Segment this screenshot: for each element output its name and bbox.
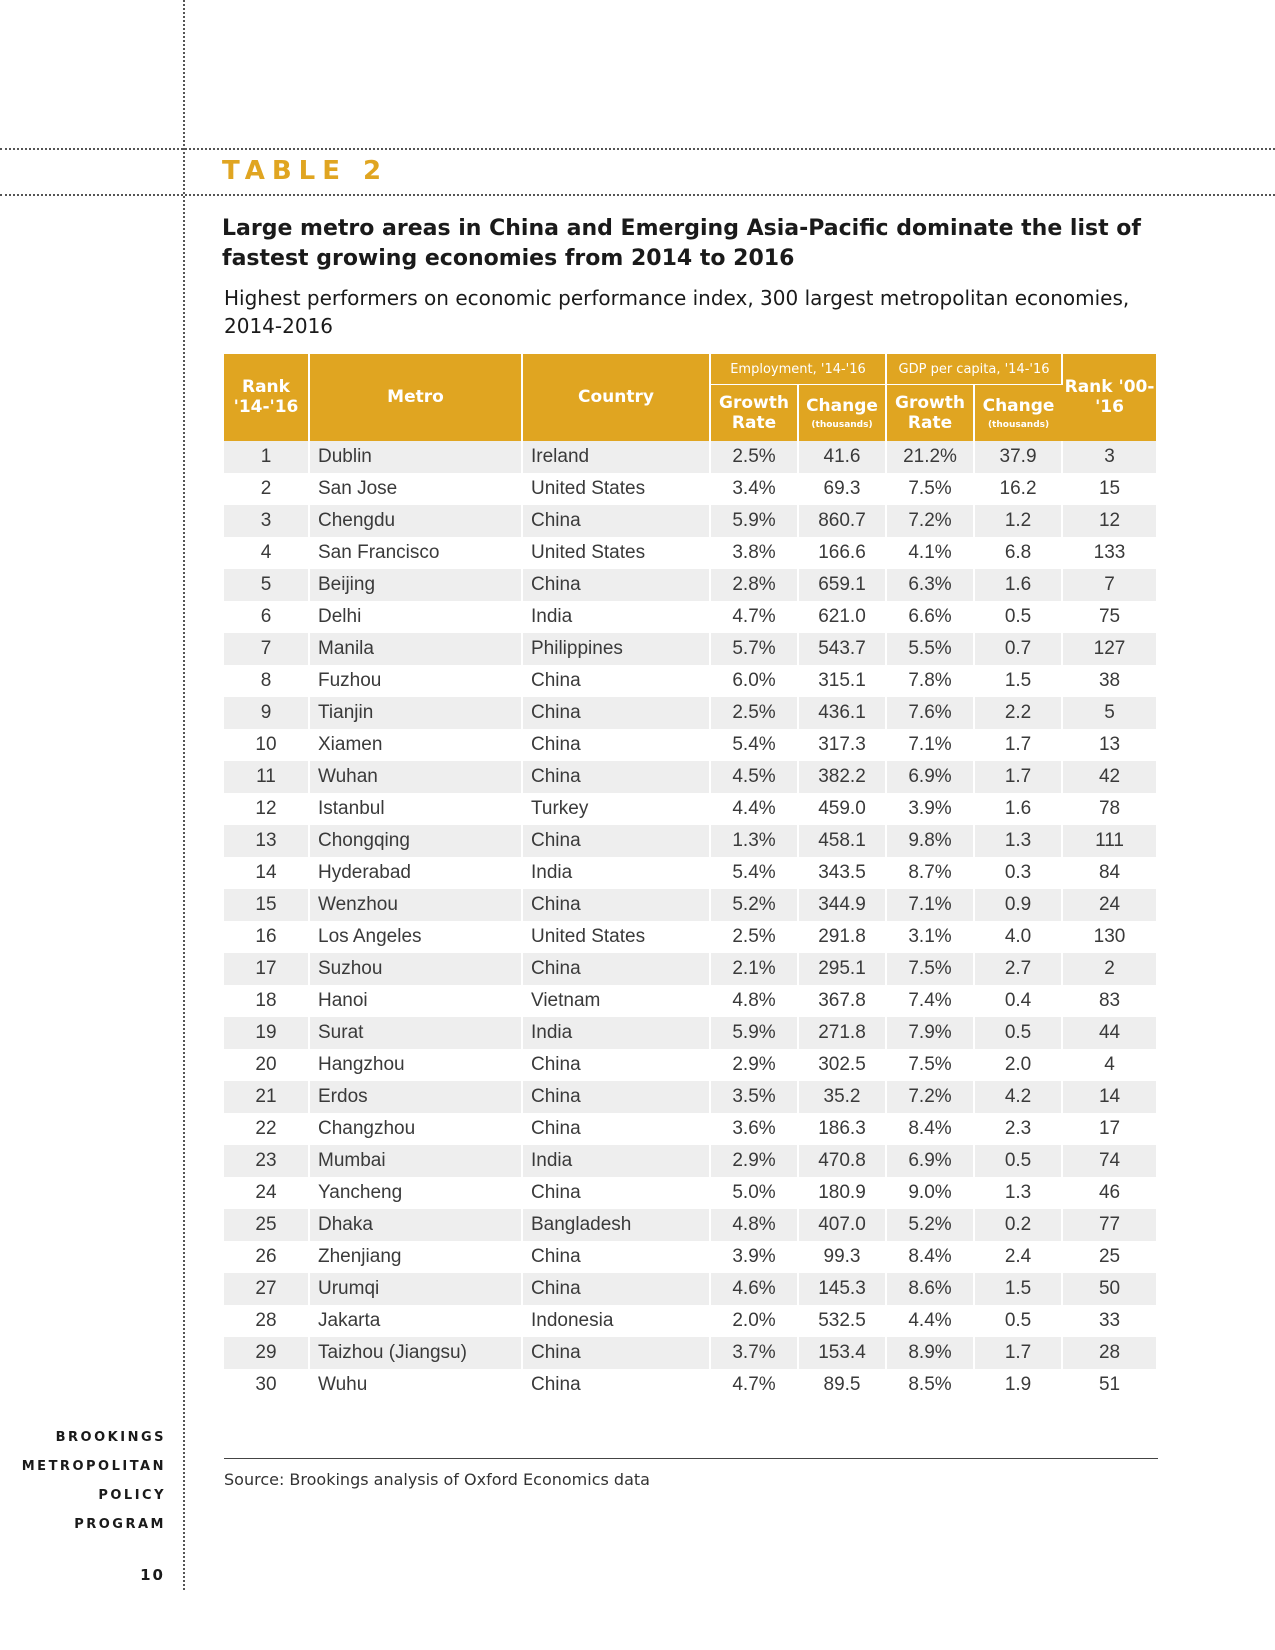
cell-employment-growth: 3.4%	[710, 473, 798, 505]
table-label: TABLE 2	[222, 156, 389, 186]
cell-gdp-change: 1.7	[974, 1337, 1062, 1369]
cell-gdp-change: 6.8	[974, 537, 1062, 569]
cell-employment-change: 543.7	[798, 633, 886, 665]
table-row	[224, 825, 1156, 857]
cell-gdp-change: 1.5	[974, 665, 1062, 697]
cell-country: Indonesia	[522, 1305, 710, 1337]
cell-employment-growth: 5.7%	[710, 633, 798, 665]
header-gdp-group: GDP per capita, '14-'16	[886, 354, 1062, 385]
cell-metro: Chongqing	[309, 825, 522, 857]
sidebar-program-name	[22, 1423, 166, 1539]
header-country: Country	[522, 354, 710, 441]
cell-rank-14-16: 22	[224, 1113, 309, 1145]
cell-gdp-change: 4.0	[974, 921, 1062, 953]
table-row	[224, 441, 1156, 473]
cell-gdp-change: 0.5	[974, 601, 1062, 633]
cell-employment-change: 407.0	[798, 1209, 886, 1241]
cell-metro: Zhenjiang	[309, 1241, 522, 1273]
cell-country: United States	[522, 537, 710, 569]
cell-metro: Yancheng	[309, 1177, 522, 1209]
cell-gdp-change: 16.2	[974, 473, 1062, 505]
cell-rank-14-16: 1	[224, 441, 309, 473]
header-employment-growth-rate: Growth Rate	[710, 385, 798, 441]
cell-gdp-growth: 7.4%	[886, 985, 974, 1017]
cell-employment-growth: 3.7%	[710, 1337, 798, 1369]
cell-metro: Tianjin	[309, 697, 522, 729]
cell-employment-growth: 1.3%	[710, 825, 798, 857]
cell-employment-growth: 2.9%	[710, 1145, 798, 1177]
cell-rank-00-16: 7	[1062, 569, 1156, 601]
cell-gdp-growth: 7.1%	[886, 889, 974, 921]
cell-employment-change: 532.5	[798, 1305, 886, 1337]
cell-employment-change: 860.7	[798, 505, 886, 537]
cell-rank-00-16: 14	[1062, 1081, 1156, 1113]
cell-gdp-change: 0.2	[974, 1209, 1062, 1241]
sidebar-line: METROPOLITAN	[21, 1459, 166, 1474]
cell-rank-00-16: 83	[1062, 985, 1156, 1017]
cell-gdp-growth: 6.9%	[886, 1145, 974, 1177]
cell-employment-change: 621.0	[798, 601, 886, 633]
table-row	[224, 1305, 1156, 1337]
cell-country: China	[522, 665, 710, 697]
cell-rank-14-16: 29	[224, 1337, 309, 1369]
cell-rank-00-16: 84	[1062, 857, 1156, 889]
source-note: Source: Brookings analysis of Oxford Economics data	[224, 1470, 650, 1489]
table-row	[224, 985, 1156, 1017]
cell-country: United States	[522, 921, 710, 953]
cell-employment-growth: 2.0%	[710, 1305, 798, 1337]
cell-gdp-growth: 8.6%	[886, 1273, 974, 1305]
cell-gdp-change: 2.3	[974, 1113, 1062, 1145]
cell-gdp-growth: 4.4%	[886, 1305, 974, 1337]
cell-gdp-growth: 4.1%	[886, 537, 974, 569]
cell-employment-change: 35.2	[798, 1081, 886, 1113]
cell-employment-change: 344.9	[798, 889, 886, 921]
cell-employment-growth: 5.4%	[710, 857, 798, 889]
cell-rank-14-16: 6	[224, 601, 309, 633]
cell-gdp-change: 0.5	[974, 1305, 1062, 1337]
cell-gdp-change: 2.4	[974, 1241, 1062, 1273]
cell-rank-14-16: 2	[224, 473, 309, 505]
cell-country: Vietnam	[522, 985, 710, 1017]
cell-gdp-growth: 7.2%	[886, 1081, 974, 1113]
cell-metro: Mumbai	[309, 1145, 522, 1177]
header-rank-00-16: Rank '00-'16	[1062, 354, 1156, 441]
cell-metro: Jakarta	[309, 1305, 522, 1337]
cell-gdp-growth: 8.7%	[886, 857, 974, 889]
header-gdp-growth-rate: Growth Rate	[886, 385, 974, 441]
cell-rank-14-16: 15	[224, 889, 309, 921]
cell-rank-00-16: 5	[1062, 697, 1156, 729]
cell-gdp-change: 0.9	[974, 889, 1062, 921]
cell-metro: Fuzhou	[309, 665, 522, 697]
second-dotted-rule	[0, 194, 1275, 196]
cell-employment-growth: 4.7%	[710, 1369, 798, 1401]
cell-country: United States	[522, 473, 710, 505]
cell-employment-growth: 2.5%	[710, 697, 798, 729]
cell-rank-00-16: 74	[1062, 1145, 1156, 1177]
table-subtitle: Highest performers on economic performance index, 300 largest metropolitan economies, 2014-2016	[224, 286, 1130, 338]
cell-rank-00-16: 38	[1062, 665, 1156, 697]
cell-employment-change: 166.6	[798, 537, 886, 569]
cell-rank-14-16: 23	[224, 1145, 309, 1177]
cell-gdp-change: 0.3	[974, 857, 1062, 889]
cell-employment-growth: 6.0%	[710, 665, 798, 697]
cell-rank-14-16: 10	[224, 729, 309, 761]
cell-gdp-growth: 7.5%	[886, 473, 974, 505]
cell-metro: Dublin	[309, 441, 522, 473]
cell-gdp-growth: 7.2%	[886, 505, 974, 537]
cell-rank-00-16: 51	[1062, 1369, 1156, 1401]
table-row	[224, 793, 1156, 825]
cell-country: Turkey	[522, 793, 710, 825]
cell-country: India	[522, 857, 710, 889]
cell-rank-00-16: 77	[1062, 1209, 1156, 1241]
cell-country: China	[522, 1177, 710, 1209]
cell-employment-change: 315.1	[798, 665, 886, 697]
cell-employment-growth: 4.4%	[710, 793, 798, 825]
cell-employment-growth: 2.1%	[710, 953, 798, 985]
cell-metro: Surat	[309, 1017, 522, 1049]
cell-country: China	[522, 761, 710, 793]
cell-metro: Xiamen	[309, 729, 522, 761]
cell-rank-14-16: 25	[224, 1209, 309, 1241]
cell-country: China	[522, 1337, 710, 1369]
cell-employment-growth: 3.9%	[710, 1241, 798, 1273]
cell-employment-change: 99.3	[798, 1241, 886, 1273]
cell-country: Philippines	[522, 633, 710, 665]
table-row	[224, 601, 1156, 633]
cell-rank-14-16: 5	[224, 569, 309, 601]
cell-rank-14-16: 9	[224, 697, 309, 729]
cell-employment-growth: 5.9%	[710, 1017, 798, 1049]
cell-gdp-growth: 8.4%	[886, 1241, 974, 1273]
table-row	[224, 761, 1156, 793]
cell-metro: Wenzhou	[309, 889, 522, 921]
cell-country: China	[522, 1049, 710, 1081]
cell-employment-growth: 5.2%	[710, 889, 798, 921]
cell-country: China	[522, 697, 710, 729]
cell-metro: Suzhou	[309, 953, 522, 985]
cell-gdp-growth: 7.6%	[886, 697, 974, 729]
cell-gdp-growth: 7.5%	[886, 953, 974, 985]
cell-rank-00-16: 127	[1062, 633, 1156, 665]
cell-rank-14-16: 11	[224, 761, 309, 793]
cell-country: China	[522, 569, 710, 601]
cell-gdp-change: 1.9	[974, 1369, 1062, 1401]
cell-employment-change: 317.3	[798, 729, 886, 761]
cell-country: Ireland	[522, 441, 710, 473]
cell-metro: Delhi	[309, 601, 522, 633]
table-row	[224, 953, 1156, 985]
metro-performance-table	[224, 354, 1156, 1401]
cell-rank-00-16: 3	[1062, 441, 1156, 473]
cell-rank-14-16: 26	[224, 1241, 309, 1273]
cell-rank-00-16: 42	[1062, 761, 1156, 793]
header-employment-group: Employment, '14-'16	[710, 354, 886, 385]
cell-employment-change: 291.8	[798, 921, 886, 953]
cell-rank-00-16: 17	[1062, 1113, 1156, 1145]
cell-country: India	[522, 1145, 710, 1177]
cell-employment-change: 659.1	[798, 569, 886, 601]
cell-employment-change: 145.3	[798, 1273, 886, 1305]
cell-country: China	[522, 1081, 710, 1113]
cell-metro: Wuhu	[309, 1369, 522, 1401]
table-row	[224, 889, 1156, 921]
cell-employment-growth: 5.4%	[710, 729, 798, 761]
cell-gdp-change: 4.2	[974, 1081, 1062, 1113]
cell-metro: Erdos	[309, 1081, 522, 1113]
sidebar-line: BROOKINGS	[55, 1430, 166, 1445]
cell-employment-change: 436.1	[798, 697, 886, 729]
top-dotted-rule	[0, 148, 1275, 150]
table-row	[224, 857, 1156, 889]
cell-gdp-change: 2.7	[974, 953, 1062, 985]
cell-rank-14-16: 8	[224, 665, 309, 697]
cell-metro: Hangzhou	[309, 1049, 522, 1081]
table-row	[224, 1081, 1156, 1113]
cell-rank-14-16: 30	[224, 1369, 309, 1401]
cell-country: China	[522, 1273, 710, 1305]
cell-country: China	[522, 505, 710, 537]
cell-metro: Istanbul	[309, 793, 522, 825]
header-metro: Metro	[309, 354, 522, 441]
cell-gdp-change: 1.5	[974, 1273, 1062, 1305]
cell-employment-change: 302.5	[798, 1049, 886, 1081]
table-row	[224, 473, 1156, 505]
cell-employment-growth: 3.5%	[710, 1081, 798, 1113]
cell-rank-00-16: 13	[1062, 729, 1156, 761]
cell-rank-00-16: 111	[1062, 825, 1156, 857]
cell-employment-growth: 4.8%	[710, 1209, 798, 1241]
cell-gdp-growth: 6.9%	[886, 761, 974, 793]
cell-metro: Manila	[309, 633, 522, 665]
cell-employment-change: 367.8	[798, 985, 886, 1017]
table-row	[224, 697, 1156, 729]
cell-rank-00-16: 33	[1062, 1305, 1156, 1337]
cell-country: China	[522, 1241, 710, 1273]
cell-gdp-growth: 6.6%	[886, 601, 974, 633]
cell-gdp-change: 2.0	[974, 1049, 1062, 1081]
cell-metro: Beijing	[309, 569, 522, 601]
cell-employment-change: 186.3	[798, 1113, 886, 1145]
cell-rank-14-16: 24	[224, 1177, 309, 1209]
cell-rank-14-16: 27	[224, 1273, 309, 1305]
cell-employment-growth: 2.5%	[710, 441, 798, 473]
cell-rank-00-16: 46	[1062, 1177, 1156, 1209]
cell-gdp-growth: 5.5%	[886, 633, 974, 665]
table-row	[224, 1017, 1156, 1049]
cell-gdp-change: 0.4	[974, 985, 1062, 1017]
cell-rank-00-16: 24	[1062, 889, 1156, 921]
cell-employment-change: 459.0	[798, 793, 886, 825]
table-row	[224, 1145, 1156, 1177]
cell-rank-00-16: 44	[1062, 1017, 1156, 1049]
cell-gdp-growth: 3.9%	[886, 793, 974, 825]
cell-country: India	[522, 1017, 710, 1049]
cell-rank-00-16: 25	[1062, 1241, 1156, 1273]
table-row	[224, 1273, 1156, 1305]
cell-country: Bangladesh	[522, 1209, 710, 1241]
cell-employment-growth: 2.9%	[710, 1049, 798, 1081]
cell-gdp-change: 1.6	[974, 793, 1062, 825]
cell-rank-00-16: 50	[1062, 1273, 1156, 1305]
cell-metro: Chengdu	[309, 505, 522, 537]
cell-metro: San Jose	[309, 473, 522, 505]
cell-employment-growth: 5.9%	[710, 505, 798, 537]
sidebar-line: POLICY	[98, 1488, 166, 1503]
table-row	[224, 921, 1156, 953]
cell-employment-growth: 4.5%	[710, 761, 798, 793]
cell-gdp-growth: 5.2%	[886, 1209, 974, 1241]
cell-rank-14-16: 19	[224, 1017, 309, 1049]
cell-metro: Changzhou	[309, 1113, 522, 1145]
cell-gdp-growth: 9.8%	[886, 825, 974, 857]
cell-rank-14-16: 20	[224, 1049, 309, 1081]
cell-metro: Dhaka	[309, 1209, 522, 1241]
cell-rank-14-16: 14	[224, 857, 309, 889]
cell-gdp-change: 1.3	[974, 1177, 1062, 1209]
cell-rank-14-16: 16	[224, 921, 309, 953]
cell-country: China	[522, 729, 710, 761]
cell-employment-growth: 4.6%	[710, 1273, 798, 1305]
page-number: 10	[140, 1566, 165, 1584]
cell-employment-change: 295.1	[798, 953, 886, 985]
cell-rank-00-16: 130	[1062, 921, 1156, 953]
cell-gdp-change: 1.6	[974, 569, 1062, 601]
cell-employment-change: 89.5	[798, 1369, 886, 1401]
cell-rank-00-16: 75	[1062, 601, 1156, 633]
table-row	[224, 1337, 1156, 1369]
cell-metro: Urumqi	[309, 1273, 522, 1305]
cell-metro: Hyderabad	[309, 857, 522, 889]
table-title: Large metro areas in China and Emerging Asia-Pacific dominate the list of fastest growing economies from 2014 to 2016	[222, 216, 1141, 271]
cell-rank-00-16: 78	[1062, 793, 1156, 825]
cell-gdp-change: 0.7	[974, 633, 1062, 665]
cell-gdp-growth: 9.0%	[886, 1177, 974, 1209]
cell-employment-growth: 3.6%	[710, 1113, 798, 1145]
cell-rank-14-16: 17	[224, 953, 309, 985]
cell-metro: Los Angeles	[309, 921, 522, 953]
cell-employment-growth: 4.7%	[710, 601, 798, 633]
cell-gdp-growth: 8.5%	[886, 1369, 974, 1401]
cell-gdp-change: 37.9	[974, 441, 1062, 473]
cell-employment-growth: 2.5%	[710, 921, 798, 953]
cell-country: China	[522, 1369, 710, 1401]
cell-rank-00-16: 12	[1062, 505, 1156, 537]
cell-gdp-change: 1.3	[974, 825, 1062, 857]
table-row	[224, 1049, 1156, 1081]
cell-rank-14-16: 7	[224, 633, 309, 665]
cell-employment-change: 180.9	[798, 1177, 886, 1209]
header-employment-change: Change (thousands)	[798, 385, 886, 441]
cell-metro: San Francisco	[309, 537, 522, 569]
header-rank-14-16: Rank '14-'16	[224, 354, 309, 441]
cell-rank-00-16: 15	[1062, 473, 1156, 505]
table-row	[224, 1177, 1156, 1209]
cell-gdp-change: 1.2	[974, 505, 1062, 537]
cell-gdp-growth: 7.1%	[886, 729, 974, 761]
cell-employment-change: 41.6	[798, 441, 886, 473]
cell-rank-00-16: 133	[1062, 537, 1156, 569]
cell-country: China	[522, 953, 710, 985]
cell-employment-change: 343.5	[798, 857, 886, 889]
table-row	[224, 1209, 1156, 1241]
table-row	[224, 1369, 1156, 1401]
cell-rank-14-16: 13	[224, 825, 309, 857]
cell-rank-00-16: 28	[1062, 1337, 1156, 1369]
cell-country: China	[522, 889, 710, 921]
table-row	[224, 1241, 1156, 1273]
cell-rank-14-16: 18	[224, 985, 309, 1017]
source-rule	[224, 1458, 1158, 1459]
table-row	[224, 729, 1156, 761]
cell-gdp-change: 2.2	[974, 697, 1062, 729]
cell-rank-14-16: 3	[224, 505, 309, 537]
cell-employment-change: 153.4	[798, 1337, 886, 1369]
cell-metro: Taizhou (Jiangsu)	[309, 1337, 522, 1369]
cell-gdp-growth: 8.9%	[886, 1337, 974, 1369]
cell-gdp-growth: 6.3%	[886, 569, 974, 601]
table-body	[224, 441, 1156, 1401]
cell-employment-growth: 3.8%	[710, 537, 798, 569]
cell-employment-change: 69.3	[798, 473, 886, 505]
header-gdp-change: Change (thousands)	[974, 385, 1062, 441]
cell-employment-change: 470.8	[798, 1145, 886, 1177]
cell-gdp-growth: 7.5%	[886, 1049, 974, 1081]
cell-gdp-growth: 7.9%	[886, 1017, 974, 1049]
cell-employment-change: 271.8	[798, 1017, 886, 1049]
cell-rank-14-16: 28	[224, 1305, 309, 1337]
table-row	[224, 665, 1156, 697]
cell-employment-change: 382.2	[798, 761, 886, 793]
cell-gdp-growth: 21.2%	[886, 441, 974, 473]
table-row	[224, 569, 1156, 601]
cell-country: China	[522, 1113, 710, 1145]
cell-country: India	[522, 601, 710, 633]
table-row	[224, 505, 1156, 537]
table-row	[224, 1113, 1156, 1145]
cell-gdp-growth: 8.4%	[886, 1113, 974, 1145]
cell-gdp-growth: 3.1%	[886, 921, 974, 953]
cell-employment-growth: 2.8%	[710, 569, 798, 601]
cell-rank-14-16: 4	[224, 537, 309, 569]
cell-gdp-growth: 7.8%	[886, 665, 974, 697]
cell-country: China	[522, 825, 710, 857]
cell-rank-14-16: 21	[224, 1081, 309, 1113]
cell-gdp-change: 0.5	[974, 1017, 1062, 1049]
cell-rank-00-16: 2	[1062, 953, 1156, 985]
cell-metro: Wuhan	[309, 761, 522, 793]
cell-employment-growth: 4.8%	[710, 985, 798, 1017]
cell-gdp-change: 1.7	[974, 729, 1062, 761]
cell-metro: Hanoi	[309, 985, 522, 1017]
table-row	[224, 633, 1156, 665]
cell-gdp-change: 0.5	[974, 1145, 1062, 1177]
cell-rank-00-16: 4	[1062, 1049, 1156, 1081]
table-row	[224, 537, 1156, 569]
cell-gdp-change: 1.7	[974, 761, 1062, 793]
sidebar-line: PROGRAM	[74, 1517, 166, 1532]
cell-employment-growth: 5.0%	[710, 1177, 798, 1209]
cell-rank-14-16: 12	[224, 793, 309, 825]
cell-employment-change: 458.1	[798, 825, 886, 857]
vertical-dotted-rule	[183, 0, 185, 1590]
